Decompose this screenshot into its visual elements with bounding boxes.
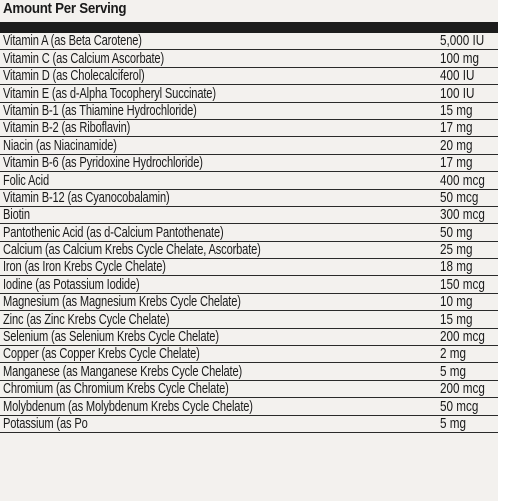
nutrient-name: Selenium (as Selenium Krebs Cycle Chelate) [3, 328, 219, 346]
nutrient-row [0, 346, 498, 363]
nutrient-row [0, 85, 498, 102]
nutrient-amount: 10 mg [440, 293, 473, 311]
nutrient-name: Vitamin A (as Beta Carotene) [3, 32, 142, 50]
nutrient-row [0, 381, 498, 398]
thick-divider [0, 22, 498, 33]
nutrient-row [0, 172, 498, 189]
nutrient-name: Manganese (as Manganese Krebs Cycle Chelate) [3, 362, 243, 380]
nutrient-amount: 300 mcg [440, 206, 485, 224]
nutrient-amount: 5 mg [440, 414, 467, 432]
nutrient-name: Vitamin B-1 (as Thiamine Hydrochloride) [3, 101, 197, 119]
nutrient-amount: 2 mg [440, 345, 467, 363]
nutrient-amount: 25 mg [440, 241, 473, 259]
nutrient-row [0, 259, 498, 276]
nutrient-amount: 150 mcg [440, 275, 485, 293]
nutrient-name: Potassium (as Po [3, 414, 88, 432]
nutrient-row [0, 207, 498, 224]
nutrient-amount: 200 mcg [440, 328, 485, 346]
nutrient-row [0, 190, 498, 207]
nutrient-row [0, 50, 498, 67]
nutrient-row [0, 311, 498, 328]
nutrient-amount: 50 mg [440, 223, 473, 241]
nutrient-amount: 400 mcg [440, 171, 485, 189]
nutrient-amount: 100 mg [440, 49, 480, 67]
nutrient-amount: 15 mg [440, 101, 473, 119]
nutrient-name: Copper (as Copper Krebs Cycle Chelate) [3, 345, 200, 363]
nutrient-name: Vitamin D (as Cholecalciferol) [3, 67, 145, 85]
nutrient-name: Pantothenic Acid (as d-Calcium Pantothenate) [3, 223, 224, 241]
nutrient-row [0, 276, 498, 293]
nutrient-row [0, 103, 498, 120]
nutrient-name: Vitamin E (as d-Alpha Tocopheryl Succinate) [3, 84, 216, 102]
nutrient-amount: 200 mcg [440, 380, 485, 398]
nutrient-row [0, 68, 498, 85]
nutrient-row [0, 416, 498, 433]
nutrient-name: Chromium (as Chromium Krebs Cycle Chelate) [3, 380, 229, 398]
nutrient-name: Iodine (as Potassium Iodide) [3, 275, 140, 293]
nutrient-name: Vitamin B-6 (as Pyridoxine Hydrochloride) [3, 154, 203, 172]
nutrient-row [0, 120, 498, 137]
nutrient-amount: 5 mg [440, 362, 467, 380]
nutrient-amount: 20 mg [440, 136, 473, 154]
nutrient-amount: 17 mg [440, 154, 473, 172]
nutrient-amount: 17 mg [440, 119, 473, 137]
amount-per-serving-header: Amount Per Serving [3, 1, 127, 17]
nutrient-name: Biotin [3, 206, 30, 224]
nutrient-row [0, 294, 498, 311]
nutrient-name: Iron (as Iron Krebs Cycle Chelate) [3, 258, 166, 276]
nutrient-list [0, 33, 498, 433]
nutrient-amount: 18 mg [440, 258, 473, 276]
nutrient-name: Folic Acid [3, 171, 50, 189]
nutrient-amount: 50 mcg [440, 397, 479, 415]
nutrient-row [0, 398, 498, 415]
nutrient-name: Vitamin C (as Calcium Ascorbate) [3, 49, 165, 67]
nutrient-amount: 5,000 IU [440, 32, 485, 50]
nutrient-name: Molybdenum (as Molybdenum Krebs Cycle Chelate) [3, 397, 253, 415]
right-margin [498, 0, 505, 501]
nutrient-amount: 15 mg [440, 310, 473, 328]
nutrient-row [0, 329, 498, 346]
nutrient-row [0, 242, 498, 259]
nutrient-name: Vitamin B-2 (as Riboflavin) [3, 119, 131, 137]
nutrient-row [0, 224, 498, 241]
nutrient-name: Magnesium (as Magnesium Krebs Cycle Chelate) [3, 293, 241, 311]
nutrient-name: Vitamin B-12 (as Cyanocobalamin) [3, 188, 170, 206]
nutrient-name: Calcium (as Calcium Krebs Cycle Chelate, Ascorbate) [3, 241, 261, 259]
nutrient-amount: 400 IU [440, 67, 475, 85]
nutrient-row [0, 137, 498, 154]
nutrient-amount: 100 IU [440, 84, 475, 102]
nutrient-row [0, 33, 498, 50]
nutrient-name: Niacin (as Niacinamide) [3, 136, 117, 154]
nutrient-row [0, 155, 498, 172]
nutrient-row [0, 363, 498, 380]
nutrient-name: Zinc (as Zinc Krebs Cycle Chelate) [3, 310, 170, 328]
nutrient-amount: 50 mcg [440, 188, 479, 206]
